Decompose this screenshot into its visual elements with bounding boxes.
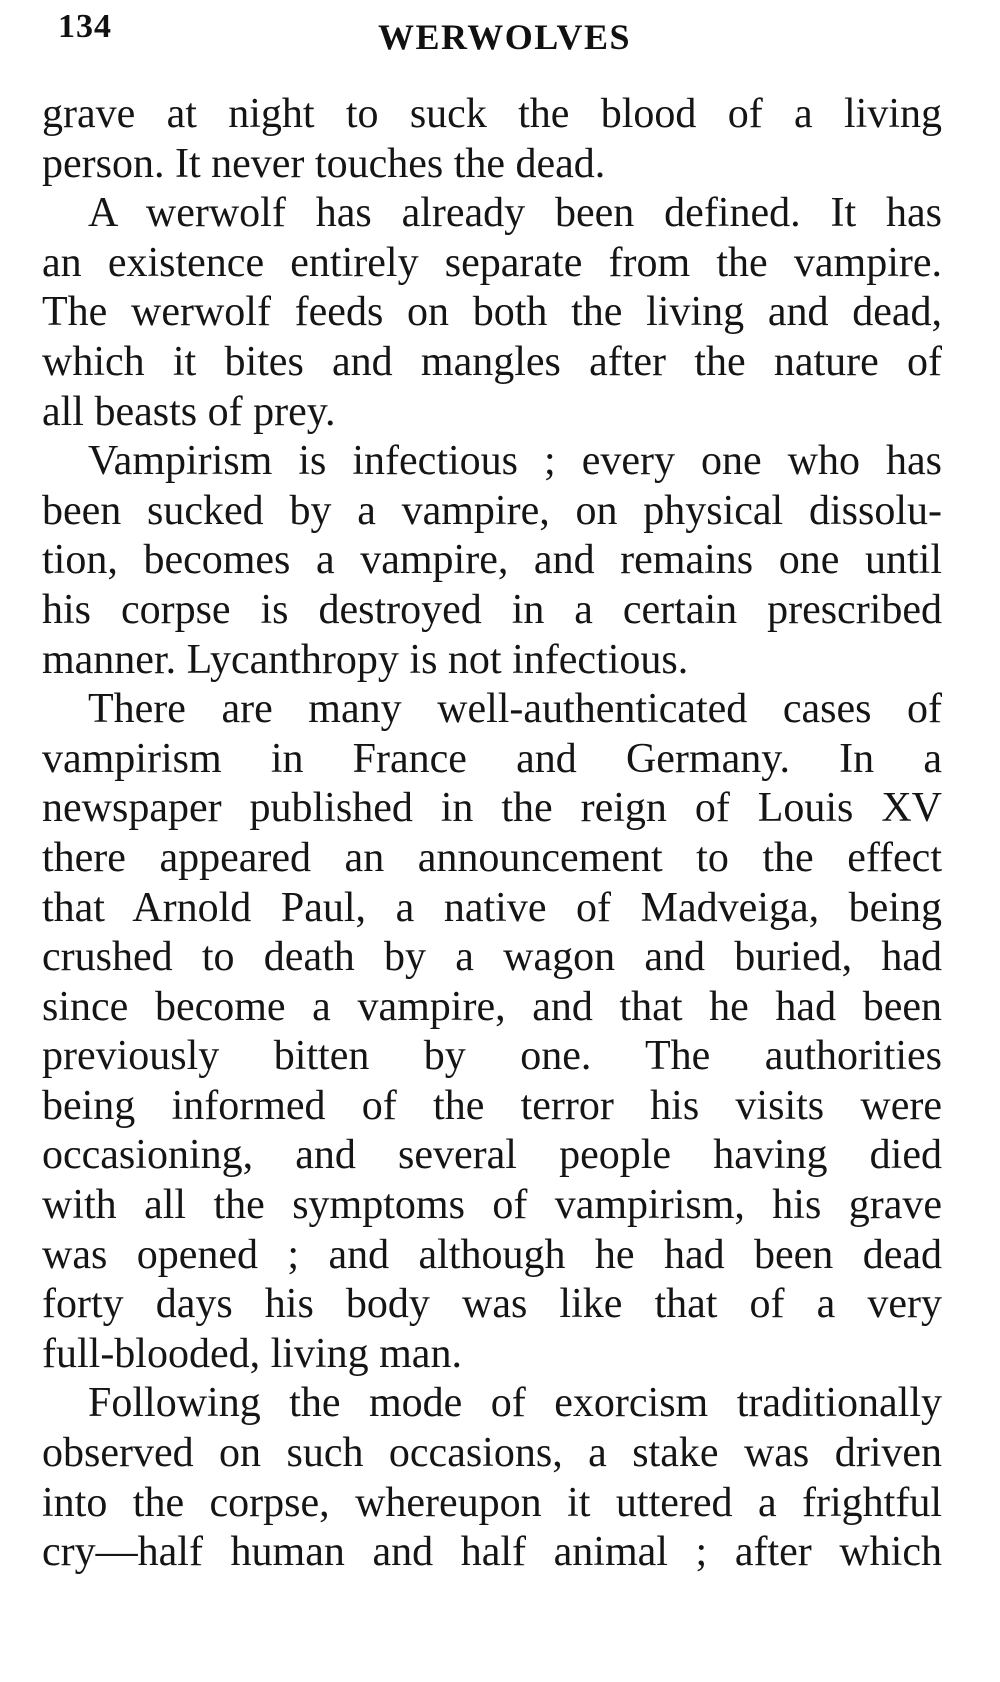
running-head <box>58 8 938 68</box>
text-line: manner. Lycanthropy is not infectious. <box>42 636 689 683</box>
text-line: occasioning, and several people having died <box>42 1132 942 1179</box>
text-line: Vampirism is infectious ; every one who has <box>88 438 942 485</box>
text-line: since become a vampire, and that he had been <box>42 983 942 1030</box>
page-number: 134 <box>58 8 112 45</box>
text-line: observed on such occasions, a stake was driven <box>42 1430 942 1477</box>
text-line: an existence entirely separate from the vampire. <box>42 239 942 286</box>
text-line: that Arnold Paul, a native of Madveiga, being <box>42 884 942 931</box>
text-line: which it bites and mangles after the nature of <box>42 338 942 385</box>
text-line: vampirism in France and Germany. In a <box>42 735 942 782</box>
text-line: all beasts of prey. <box>42 388 336 435</box>
text-line: Following the mode of exorcism traditionally <box>88 1380 942 1427</box>
text-line: previously bitten by one. The authorities <box>42 1033 942 1080</box>
text-line: into the corpse, whereupon it uttered a frightful <box>42 1479 942 1526</box>
text-line: there appeared an announcement to the effect <box>42 834 942 881</box>
text-line: The werwolf feeds on both the living and dead, <box>42 289 942 336</box>
text-line: with all the symptoms of vampirism, his grave <box>42 1182 942 1229</box>
text-line: crushed to death by a wagon and buried, had <box>42 934 942 981</box>
text-line: his corpse is destroyed in a certain prescribed <box>42 586 942 633</box>
text-line: newspaper published in the reign of Louis XV <box>42 785 942 832</box>
text-line: grave at night to suck the blood of a living <box>42 91 942 137</box>
text-line: tion, becomes a vampire, and remains one until <box>42 537 942 584</box>
text-line: being informed of the terror his visits were <box>42 1082 942 1129</box>
text-line: A werwolf has already been defined. It has <box>88 190 942 237</box>
text-line: was opened ; and although he had been dead <box>42 1231 942 1278</box>
text-line: full-blooded, living man. <box>42 1330 462 1377</box>
body-text <box>42 90 942 1578</box>
text-line: forty days his body was like that of a very <box>42 1281 942 1328</box>
text-line: cry—half human and half animal ; after which <box>42 1529 942 1576</box>
text-line: person. It never touches the dead. <box>42 140 606 187</box>
text-line: There are many well-authenticated cases of <box>88 686 942 733</box>
text-line: been sucked by a vampire, on physical dissolu- <box>42 487 942 534</box>
running-title: WERWOLVES <box>378 17 631 57</box>
